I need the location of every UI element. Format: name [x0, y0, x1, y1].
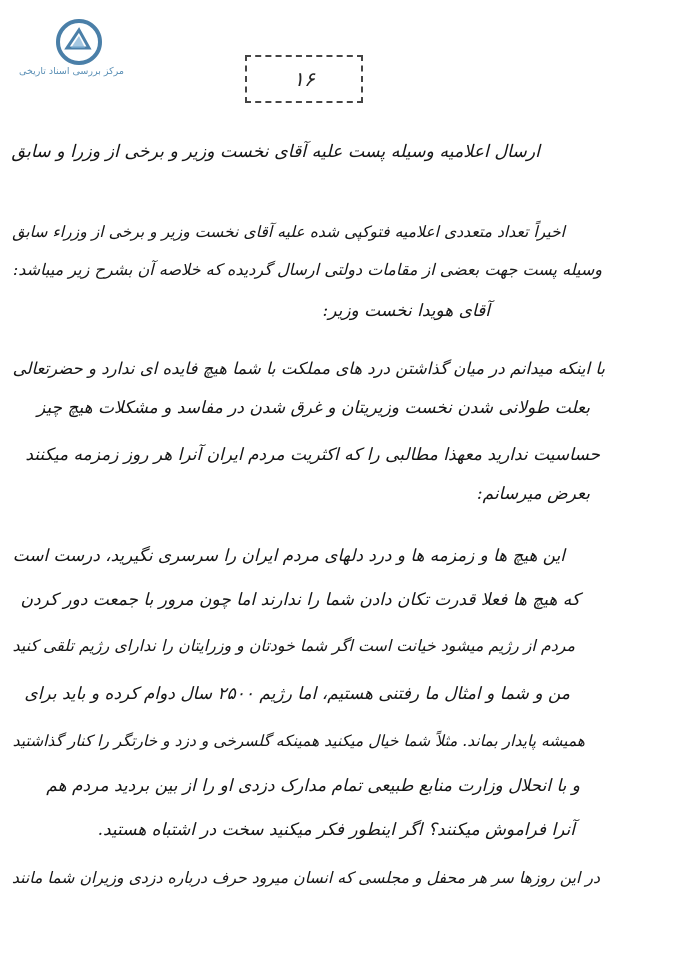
body-line: بعلت طولانی شدن نخست وزیریتان و غرق شدن در مفاسد و مشکلات هیچ چیز: [37, 398, 590, 418]
body-line: آقای هویدا نخست وزیر:: [322, 301, 490, 321]
body-line: در این روزها سر هر محفل و مجلسی که انسان میرود حرف درباره دزدی وزیران شما مانند: [11, 868, 600, 887]
document-title: ارسال اعلامیه وسیله پست علیه آقای نخست وزیر و برخی از وزرا و سابق: [11, 142, 540, 162]
body-line: من و شما و امثال ما رفتنی هستیم، اما رژیم ۲۵۰۰ سال دوام کرده و باید برای: [24, 684, 570, 704]
body-line: آنرا فراموش میکنند؟ اگر اینطور فکر میکنید سخت در اشتباه هستید.: [97, 820, 575, 840]
body-line: مردم از رژیم میشود خیانت است اگر شما خودتان و وزرایتان را ندارای رژیم تلقی کنید: [12, 636, 575, 655]
page-number: ۱۶: [293, 67, 315, 91]
body-line: این هیچ ها و زمزمه ها و درد دلهای مردم ایران را سرسری نگیرید، درست است: [12, 545, 565, 565]
body-line: با اینکه میدانم در میان گذاشتن درد های مملکت با شما هیچ فایده ای ندارد و حضرتعالی: [12, 359, 605, 378]
body-line: و با انحلال وزارت منابع طبیعی تمام مدارک دزدی او را از بین بردید مردم هم: [46, 776, 580, 796]
body-line: وسیله پست جهت بعضی از مقامات دولتی ارسال گردیده که خلاصه آن بشرح زیر میباشد:: [12, 260, 602, 279]
page-number-box: [245, 55, 363, 103]
logo-caption: مرکز بررسی اسناد تاریخی: [19, 66, 124, 77]
body-line: حساسیت ندارید معهذا مطالبی را که اکثریت مردم ایران آنرا هر روز زمزمه میکنند: [25, 445, 600, 465]
body-line: که هیچ ها فعلا قدرت تکان دادن شما را ندارند اما چون مرور با جمعت دور کردن: [20, 590, 580, 610]
body-line: بعرض میرسانم:: [476, 484, 590, 504]
archive-center-logo-icon: [55, 18, 103, 66]
body-line: اخیراً تعداد متعددی اعلامیه فتوکپی شده علیه آقای نخست وزیر و برخی از وزراء سابق: [12, 222, 565, 241]
body-line: همیشه پایدار بماند. مثلاً شما خیال میکنید همینکه گلسرخی و دزد و خارتگر را کنار گذاشتید: [12, 732, 585, 750]
